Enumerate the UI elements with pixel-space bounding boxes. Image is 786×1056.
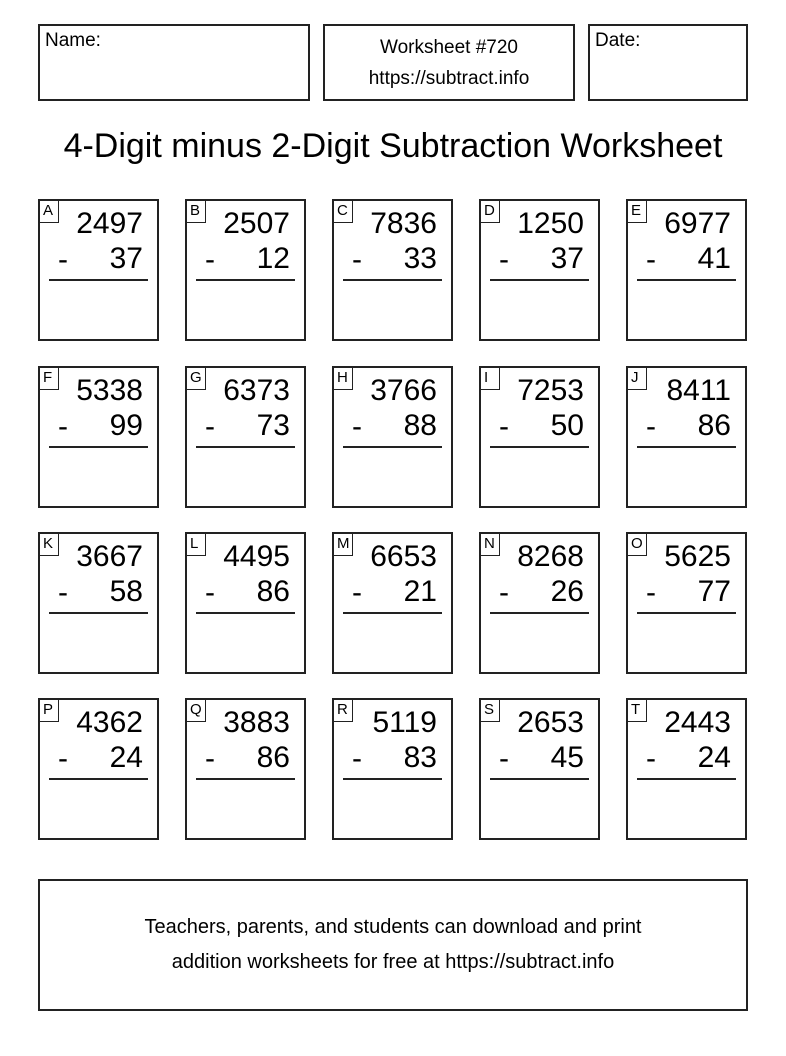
minus-sign: - — [205, 410, 215, 443]
problem-card — [332, 366, 453, 508]
problem-letter: S — [481, 700, 500, 722]
problem-subtrahend: 83 — [403, 741, 437, 774]
minus-sign: - — [646, 243, 656, 276]
answer-line — [49, 279, 148, 281]
page-title: 4-Digit minus 2-Digit Subtraction Worksheet — [63, 127, 723, 165]
worksheet-number: Worksheet #720 — [379, 37, 518, 58]
problem-card — [626, 698, 747, 840]
problem-card — [626, 532, 747, 674]
problem-card — [185, 532, 306, 674]
problem-subtrahend: 45 — [550, 741, 584, 774]
minus-sign: - — [352, 410, 362, 443]
minus-sign: - — [646, 576, 656, 609]
problem-card — [479, 366, 600, 508]
problem-subtrahend: 24 — [109, 741, 143, 774]
minus-sign: - — [58, 243, 68, 276]
minus-sign: - — [646, 410, 656, 443]
problem-subtrahend: 50 — [550, 409, 584, 442]
answer-line — [196, 446, 295, 448]
answer-line — [490, 612, 589, 614]
answer-line — [196, 612, 295, 614]
problem-card — [185, 199, 306, 341]
problem-card — [332, 199, 453, 341]
problem-letter: T — [628, 700, 647, 722]
minus-sign: - — [205, 243, 215, 276]
problem-subtrahend: 58 — [109, 575, 143, 608]
problem-card — [332, 698, 453, 840]
problem-subtrahend: 37 — [550, 242, 584, 275]
problem-subtrahend: 86 — [256, 575, 290, 608]
minus-sign: - — [499, 576, 509, 609]
problem-card — [38, 698, 159, 840]
problem-minuend: 2497 — [76, 207, 143, 240]
minus-sign: - — [352, 742, 362, 775]
problem-letter: K — [40, 534, 59, 556]
minus-sign: - — [58, 742, 68, 775]
problem-minuend: 3766 — [370, 374, 437, 407]
problem-minuend: 2507 — [223, 207, 290, 240]
problem-card — [38, 366, 159, 508]
problem-subtrahend: 24 — [697, 741, 731, 774]
problem-card — [479, 532, 600, 674]
problem-minuend: 2443 — [664, 706, 731, 739]
problem-minuend: 8411 — [666, 374, 731, 407]
problem-letter: A — [40, 201, 59, 223]
problem-letter: D — [481, 201, 500, 223]
problem-letter: G — [187, 368, 206, 390]
answer-line — [49, 612, 148, 614]
minus-sign: - — [646, 742, 656, 775]
minus-sign: - — [352, 576, 362, 609]
problem-subtrahend: 73 — [256, 409, 290, 442]
problem-letter: F — [40, 368, 59, 390]
problem-letter: N — [481, 534, 500, 556]
minus-sign: - — [499, 742, 509, 775]
problem-card — [479, 199, 600, 341]
problem-letter: Q — [187, 700, 206, 722]
answer-line — [343, 778, 442, 780]
problem-card — [626, 199, 747, 341]
name-label: Name: — [45, 30, 101, 51]
answer-line — [637, 778, 736, 780]
problem-letter: M — [334, 534, 353, 556]
problem-minuend: 1250 — [517, 207, 584, 240]
problem-minuend: 8268 — [517, 540, 584, 573]
problem-minuend: 3883 — [223, 706, 290, 739]
answer-line — [637, 612, 736, 614]
answer-line — [49, 446, 148, 448]
problem-card — [38, 532, 159, 674]
problem-subtrahend: 26 — [550, 575, 584, 608]
worksheet-url: https://subtract.info — [368, 68, 530, 89]
problem-card — [185, 698, 306, 840]
footer-box — [38, 879, 748, 1011]
problem-subtrahend: 12 — [256, 242, 290, 275]
minus-sign: - — [352, 243, 362, 276]
problem-subtrahend: 21 — [403, 575, 437, 608]
answer-line — [196, 279, 295, 281]
footer-line-2: addition worksheets for free at https://subtract.info — [171, 951, 615, 973]
problem-letter: H — [334, 368, 353, 390]
problem-letter: E — [628, 201, 647, 223]
answer-line — [343, 279, 442, 281]
answer-line — [343, 612, 442, 614]
problem-letter: L — [187, 534, 206, 556]
minus-sign: - — [58, 410, 68, 443]
problem-minuend: 6653 — [370, 540, 437, 573]
minus-sign: - — [58, 576, 68, 609]
problem-letter: J — [628, 368, 647, 390]
answer-line — [490, 279, 589, 281]
problem-card — [626, 366, 747, 508]
problem-subtrahend: 37 — [109, 242, 143, 275]
problem-letter: R — [334, 700, 353, 722]
problem-subtrahend: 41 — [697, 242, 731, 275]
problem-minuend: 7836 — [370, 207, 437, 240]
minus-sign: - — [499, 243, 509, 276]
minus-sign: - — [205, 576, 215, 609]
problem-subtrahend: 99 — [109, 409, 143, 442]
minus-sign: - — [499, 410, 509, 443]
problem-subtrahend: 88 — [403, 409, 437, 442]
problem-letter: C — [334, 201, 353, 223]
problem-minuend: 3667 — [76, 540, 143, 573]
answer-line — [49, 778, 148, 780]
problem-card — [479, 698, 600, 840]
date-label: Date: — [595, 30, 641, 51]
problem-subtrahend: 86 — [697, 409, 731, 442]
problem-minuend: 5338 — [76, 374, 143, 407]
problem-card — [332, 532, 453, 674]
problem-minuend: 4495 — [223, 540, 290, 573]
answer-line — [196, 778, 295, 780]
problem-minuend: 6977 — [664, 207, 731, 240]
problem-subtrahend: 77 — [697, 575, 731, 608]
problem-minuend: 4362 — [76, 706, 143, 739]
minus-sign: - — [205, 742, 215, 775]
problem-subtrahend: 33 — [403, 242, 437, 275]
answer-line — [637, 446, 736, 448]
problem-minuend: 7253 — [517, 374, 584, 407]
answer-line — [343, 446, 442, 448]
problem-letter: O — [628, 534, 647, 556]
problem-subtrahend: 86 — [256, 741, 290, 774]
footer-line-1: Teachers, parents, and students can download and print — [144, 916, 642, 938]
problem-letter: B — [187, 201, 206, 223]
answer-line — [490, 446, 589, 448]
problem-minuend: 6373 — [223, 374, 290, 407]
problem-letter: P — [40, 700, 59, 722]
problem-card — [38, 199, 159, 341]
problem-minuend: 5625 — [664, 540, 731, 573]
problem-card — [185, 366, 306, 508]
problem-letter: I — [481, 368, 500, 390]
answer-line — [637, 279, 736, 281]
problem-minuend: 2653 — [517, 706, 584, 739]
problem-minuend: 5119 — [372, 706, 437, 739]
answer-line — [490, 778, 589, 780]
